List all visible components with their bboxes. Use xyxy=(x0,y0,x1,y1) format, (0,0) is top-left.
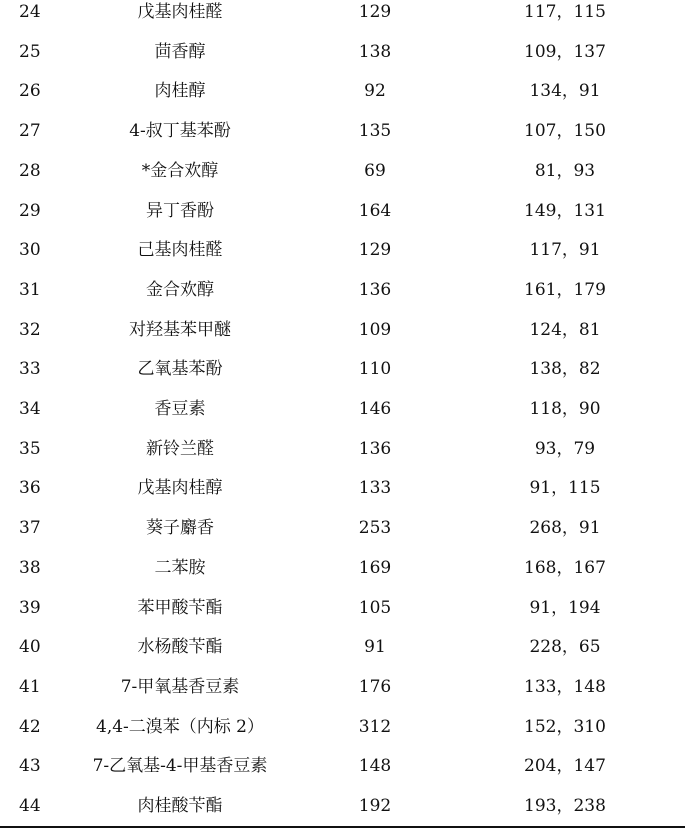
quantifier-ion: 146 xyxy=(358,399,392,419)
qualifier-ions: 149，131 xyxy=(524,200,606,221)
quantifier-ion: 133 xyxy=(358,478,392,499)
quantifier-ion: 110 xyxy=(358,359,392,380)
table-row xyxy=(0,161,685,201)
quantifier-ion: 136 xyxy=(358,279,392,300)
table-bottom-rule xyxy=(0,826,685,828)
row-number: 34 xyxy=(19,399,41,419)
compound-name: 香豆素 xyxy=(154,399,206,419)
row-number: 43 xyxy=(19,756,41,777)
table-row xyxy=(0,201,685,241)
qualifier-ions: 138，82 xyxy=(529,359,601,380)
row-number: 36 xyxy=(19,478,41,499)
compound-name: 肉桂醇 xyxy=(154,81,206,102)
row-number: 33 xyxy=(19,359,41,380)
row-number: 26 xyxy=(19,81,41,102)
quantifier-ion: 69 xyxy=(364,160,386,181)
table-row xyxy=(0,717,685,757)
compound-name: 乙氧基苯酚 xyxy=(137,359,223,380)
compound-name: 对羟基苯甲醚 xyxy=(129,319,231,340)
compound-name: 肉桂酸苄酯 xyxy=(137,796,223,816)
quantifier-ion: 253 xyxy=(358,518,392,539)
quantifier-ion: 129 xyxy=(358,2,392,22)
qualifier-ions: 109，137 xyxy=(524,41,606,62)
quantifier-ion: 109 xyxy=(358,319,392,340)
table-row xyxy=(0,478,685,518)
table-row xyxy=(0,359,685,399)
quantifier-ion: 164 xyxy=(358,200,392,221)
table-row xyxy=(0,81,685,121)
row-number: 41 xyxy=(19,676,41,697)
table-row xyxy=(0,121,685,161)
row-number: 38 xyxy=(19,557,41,578)
qualifier-ions: 133，148 xyxy=(524,676,606,697)
table-row xyxy=(0,2,685,42)
table-row xyxy=(0,558,685,598)
table-row xyxy=(0,240,685,280)
qualifier-ions: 268，91 xyxy=(529,518,601,539)
compound-name: 异丁香酚 xyxy=(146,200,214,221)
quantifier-ion: 138 xyxy=(358,41,392,62)
qualifier-ions: 161，179 xyxy=(524,279,606,300)
qualifier-ions: 81，93 xyxy=(534,160,596,181)
compound-name: 戊基肉桂醇 xyxy=(137,478,223,499)
quantifier-ion: 169 xyxy=(358,557,392,578)
qualifier-ions: 118，90 xyxy=(529,399,601,419)
row-number: 40 xyxy=(19,637,41,658)
row-number: 37 xyxy=(19,518,41,539)
qualifier-ions: 93，79 xyxy=(534,438,596,459)
table-row xyxy=(0,320,685,360)
compound-name: 葵子麝香 xyxy=(146,518,214,539)
qualifier-ions: 124，81 xyxy=(529,319,601,340)
compound-name: 二苯胺 xyxy=(154,557,206,578)
quantifier-ion: 192 xyxy=(358,796,392,816)
quantifier-ion: 105 xyxy=(358,597,392,618)
quantifier-ion: 135 xyxy=(358,121,392,142)
qualifier-ions: 152，310 xyxy=(524,716,606,737)
row-number: 42 xyxy=(19,716,41,737)
qualifier-ions: 204，147 xyxy=(524,756,606,777)
row-number: 35 xyxy=(19,438,41,459)
qualifier-ions: 107，150 xyxy=(524,121,606,142)
qualifier-ions: 91，194 xyxy=(529,597,601,618)
table-row xyxy=(0,637,685,677)
table-row xyxy=(0,756,685,796)
qualifier-ions: 193，238 xyxy=(524,796,606,816)
table-row xyxy=(0,677,685,717)
compound-name: 4,4-二溴苯（内标 2） xyxy=(96,716,264,737)
compound-name: 金合欢醇 xyxy=(146,279,214,300)
table-row xyxy=(0,280,685,320)
row-number: 30 xyxy=(19,240,41,261)
table-row xyxy=(0,439,685,479)
table-row xyxy=(0,42,685,82)
row-number: 39 xyxy=(19,597,41,618)
quantifier-ion: 148 xyxy=(358,756,392,777)
table-row xyxy=(0,598,685,638)
compound-name: 新铃兰醛 xyxy=(146,438,214,459)
compound-name: 水杨酸苄酯 xyxy=(137,637,223,658)
compound-name: 4-叔丁基苯酚 xyxy=(129,121,231,142)
qualifier-ions: 228，65 xyxy=(529,637,601,658)
row-number: 28 xyxy=(19,160,41,181)
qualifier-ions: 91，115 xyxy=(529,478,601,499)
qualifier-ions: 168，167 xyxy=(524,557,606,578)
compound-name: 7-乙氧基-4-甲基香豆素 xyxy=(92,756,268,777)
qualifier-ions: 134，91 xyxy=(529,81,601,102)
compound-name: *金合欢醇 xyxy=(141,160,219,181)
quantifier-ion: 176 xyxy=(358,676,392,697)
compound-name: 苯甲酸苄酯 xyxy=(137,597,223,618)
qualifier-ions: 117，115 xyxy=(524,2,606,22)
row-number: 44 xyxy=(19,796,41,816)
compound-name: 己基肉桂醛 xyxy=(137,240,223,261)
compound-name: 茴香醇 xyxy=(154,41,206,62)
qualifier-ions: 117，91 xyxy=(529,240,601,261)
row-number: 31 xyxy=(19,279,41,300)
row-number: 24 xyxy=(19,2,41,22)
quantifier-ion: 129 xyxy=(358,240,392,261)
row-number: 32 xyxy=(19,319,41,340)
compound-name: 7-甲氧基香豆素 xyxy=(120,676,240,697)
table-row xyxy=(0,399,685,439)
row-number: 29 xyxy=(19,200,41,221)
quantifier-ion: 312 xyxy=(358,716,392,737)
table-row xyxy=(0,518,685,558)
row-number: 27 xyxy=(19,121,41,142)
row-number: 25 xyxy=(19,41,41,62)
quantifier-ion: 136 xyxy=(358,438,392,459)
quantifier-ion: 91 xyxy=(364,637,386,658)
compound-name: 戊基肉桂醛 xyxy=(137,2,223,22)
quantifier-ion: 92 xyxy=(364,81,386,102)
